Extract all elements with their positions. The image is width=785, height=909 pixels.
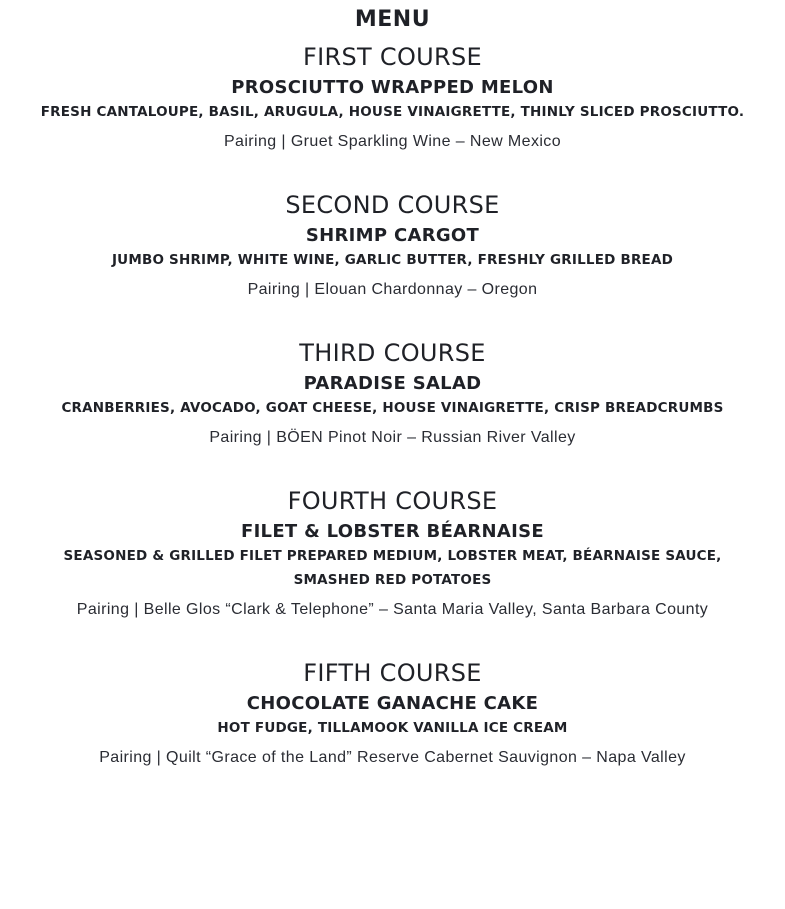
course-heading: THIRD COURSE [299,339,486,367]
wine-pairing: Pairing | Quilt “Grace of the Land” Reserve Cabernet Sauvignon – Napa Valley [99,749,686,766]
course-heading: FIRST COURSE [303,43,482,71]
course-spacer [0,152,785,184]
course-fifth [0,652,785,768]
wine-pairing: Pairing | Belle Glos “Clark & Telephone” – Santa Maria Valley, Santa Barbara County [76,601,709,618]
dish-name: SHRIMP CARGOT [305,225,480,246]
course-spacer [0,448,785,480]
course-heading: FOURTH COURSE [287,487,498,515]
wine-pairing: Pairing | BÖEN Pinot Noir – Russian River Valley [209,429,576,446]
course-fourth [0,480,785,620]
dish-description: CRANBERRIES, AVOCADO, GOAT CHEESE, HOUSE VINAIGRETTE, CRISP BREADCRUMBS [61,400,724,416]
dish-description: HOT FUDGE, TILLAMOOK VANILLA ICE CREAM [217,720,568,736]
course-heading: FIFTH COURSE [303,659,482,687]
course-third [0,332,785,448]
dish-name: FILET & LOBSTER BÉARNAISE [240,521,545,542]
menu-title: MENU [354,7,431,32]
wine-pairing: Pairing | Elouan Chardonnay – Oregon [247,281,538,298]
wine-pairing: Pairing | Gruet Sparkling Wine – New Mexico [223,133,562,150]
course-heading: SECOND COURSE [285,191,500,219]
course-spacer [0,620,785,652]
course-second [0,184,785,300]
dish-name: PARADISE SALAD [303,373,482,394]
dish-name: CHOCOLATE GANACHE CAKE [246,693,539,714]
course-spacer [0,300,785,332]
dish-description: FRESH CANTALOUPE, BASIL, ARUGULA, HOUSE VINAIGRETTE, THINLY SLICED PROSCIUTTO. [40,104,745,120]
course-first [0,36,785,152]
dish-description: JUMBO SHRIMP, WHITE WINE, GARLIC BUTTER, FRESHLY GRILLED BREAD [111,252,674,268]
dish-description: SEASONED & GRILLED FILET PREPARED MEDIUM, LOBSTER MEAT, BÉARNAISE SAUCE, SMASHED RED POTATOES [63,548,722,588]
dish-name: PROSCIUTTO WRAPPED MELON [231,77,554,98]
